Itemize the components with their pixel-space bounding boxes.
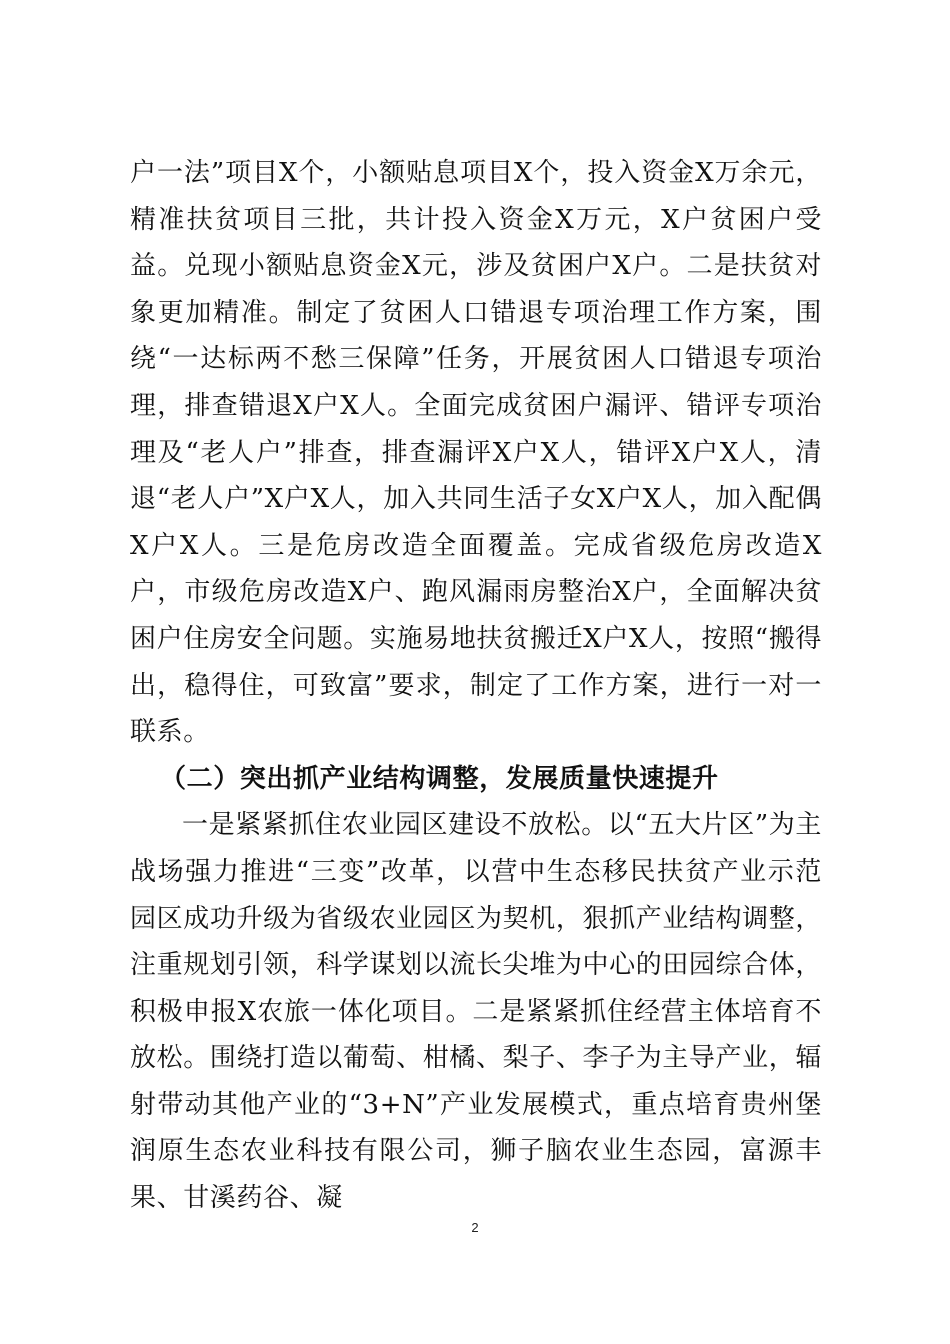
section-heading: （二）突出抓产业结构调整，发展质量快速提升 bbox=[160, 763, 719, 794]
body-paragraph-section: 一是紧紧抓住农业园区建设不放松。以“五大片区”为主战场强力推进“三变”改革，以营中生态移民扶贫产业示范园区成功升级为省级农业园区为契机，狠抓产业结构调整，注重规划引领，科学谋划以流长尖堆为中心的田园综合体，积极申报X农旅一体化项目。二是紧紧抓住经营主体培育不放松。围绕打造以葡萄、柑橘、梨子、李子为主导产业，辐射带动其他产业的“3+N”产业发展模式，重点培育贵州堡润原生态农业科技有限公司，狮子脑农业生态园，富源丰果、甘溪药谷、凝 bbox=[130, 810, 822, 1214]
document-page bbox=[130, 150, 822, 1222]
body-paragraph-continued: 户一法”项目X个，小额贴息项目X个，投入资金X万余元，精准扶贫项目三批，共计投入资金X万元，X户贫困户受益。兑现小额贴息资金X元，涉及贫困户X户。二是扶贫对象更加精准。制定了贫困人口错退专项治理工作方案，围绕“一达标两不愁三保障”任务，开展贫困人口错退专项治理，排查错退X户X人。全面完成贫困户漏评、错评专项治理及“老人户”排查，排查漏评X户X人，错评X户X人，清退“老人户”X户X人，加入共同生活子女X户X人，加入配偶X户X人。三是危房改造全面覆盖。完成省级危房改造X户，市级危房改造X户、跑风漏雨房整治X户，全面解决贫困户住房安全问题。实施易地扶贫搬迁X户X人，按照“搬得出，稳得住，可致富”要求，制定了工作方案，进行一对一联系。 bbox=[130, 158, 822, 748]
page-number: 2 bbox=[471, 1220, 479, 1235]
